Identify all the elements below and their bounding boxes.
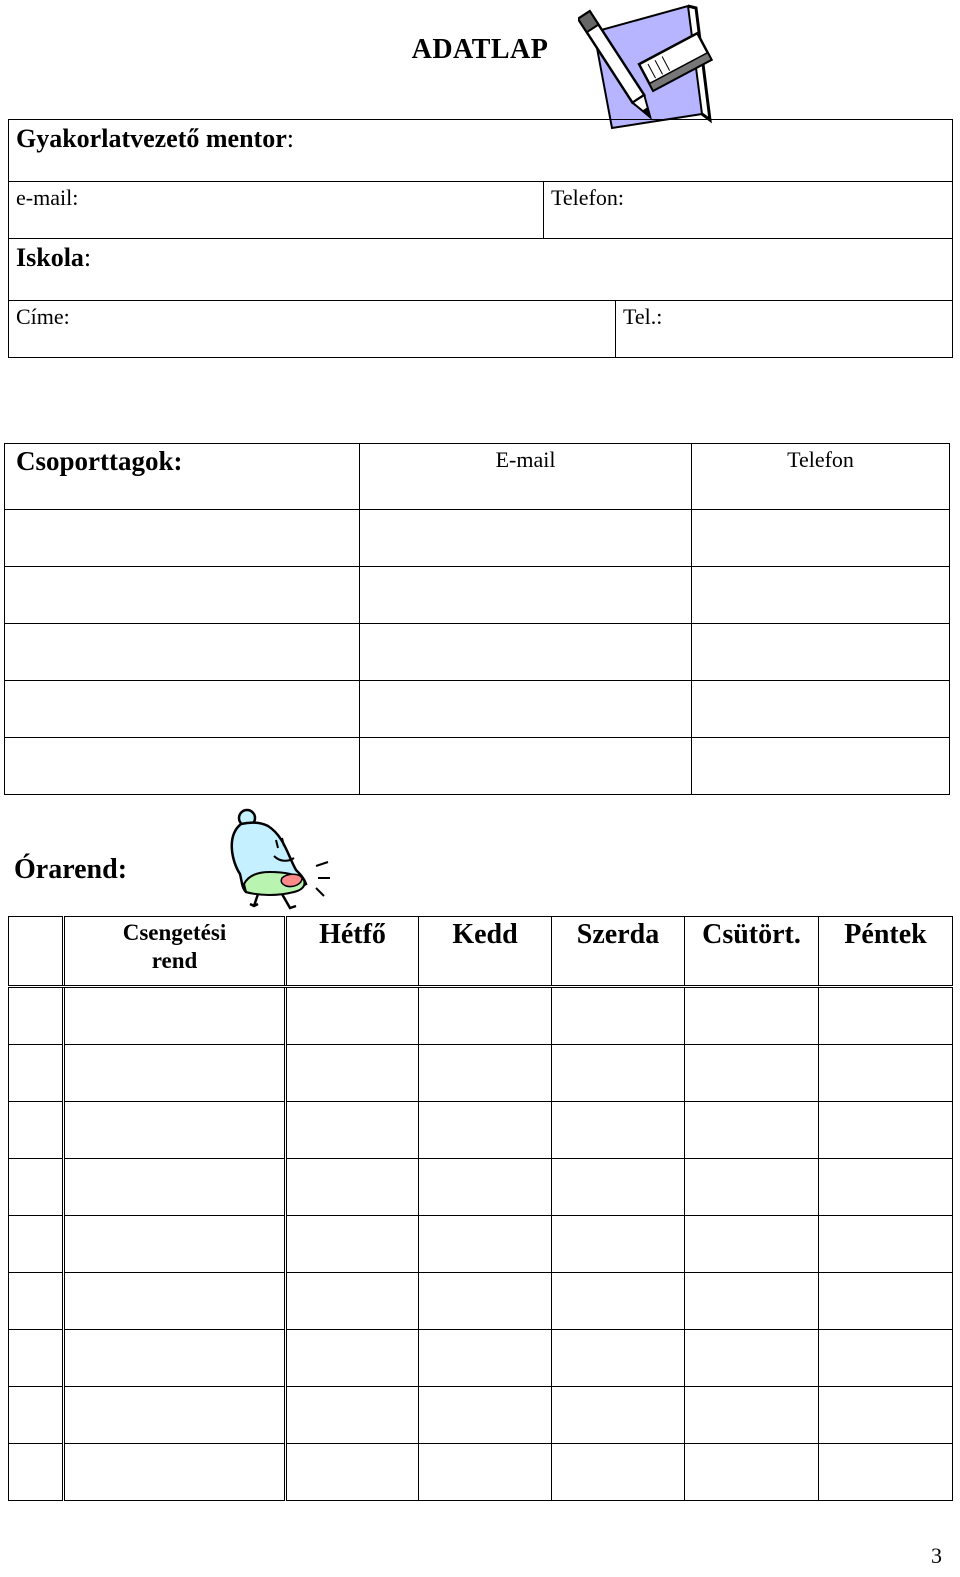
members-header: Csoporttagok: [5,444,360,510]
table-row [5,567,950,624]
schedule-cell[interactable] [419,1444,552,1501]
bell-time-cell[interactable] [64,1387,286,1444]
schedule-cell[interactable] [685,1102,819,1159]
lesson-number-cell[interactable] [9,1273,64,1330]
table-row [9,1273,953,1330]
schedule-cell[interactable] [685,1444,819,1501]
email-cell[interactable] [9,182,544,239]
table-row [9,1330,953,1387]
member-email-cell[interactable] [360,510,692,567]
tel-cell[interactable] [616,301,953,358]
lesson-number-cell[interactable] [9,1444,64,1501]
schedule-cell[interactable] [552,1216,685,1273]
schedule-cell[interactable] [552,1045,685,1102]
email-label: e-mail: [16,185,79,210]
bell-time-cell[interactable] [64,1159,286,1216]
member-email-cell[interactable] [360,738,692,795]
schedule-cell[interactable] [685,1045,819,1102]
schedule-cell[interactable] [819,1387,953,1444]
member-phone-cell[interactable] [692,510,950,567]
lesson-number-cell[interactable] [9,1159,64,1216]
schedule-cell[interactable] [419,1216,552,1273]
school-colon: : [83,243,92,272]
day-header-tuesday: Kedd [419,917,552,987]
table-row [5,681,950,738]
schedule-cell[interactable] [419,1102,552,1159]
member-name-cell[interactable] [5,681,360,738]
schedule-cell[interactable] [552,1102,685,1159]
page-number: 3 [931,1543,942,1568]
mentor-label: Gyakorlatvezető mentor [16,124,287,153]
bell-time-cell[interactable] [64,987,286,1045]
schedule-cell[interactable] [286,1387,419,1444]
day-header-monday: Hétfő [286,917,419,987]
schedule-cell[interactable] [552,1330,685,1387]
schedule-cell[interactable] [819,987,953,1045]
table-row [9,1159,953,1216]
schedule-cell[interactable] [419,1045,552,1102]
schedule-cell[interactable] [685,1159,819,1216]
lesson-number-cell[interactable] [9,1387,64,1444]
member-name-cell[interactable] [5,738,360,795]
member-phone-cell[interactable] [692,681,950,738]
phone-cell[interactable] [544,182,953,239]
lesson-number-cell[interactable] [9,1330,64,1387]
bell-character-icon [224,806,334,918]
lesson-number-cell[interactable] [9,987,64,1045]
schedule-cell[interactable] [552,1444,685,1501]
table-row [9,1444,953,1501]
phone-header: Telefon [692,444,950,510]
mentor-info-table [8,119,953,358]
schedule-cell[interactable] [685,987,819,1045]
schedule-cell[interactable] [552,987,685,1045]
schedule-cell[interactable] [552,1387,685,1444]
lesson-number-cell[interactable] [9,1102,64,1159]
schedule-cell[interactable] [685,1216,819,1273]
address-cell[interactable] [9,301,616,358]
schedule-cell[interactable] [286,1216,419,1273]
schedule-cell[interactable] [286,1102,419,1159]
lesson-number-cell[interactable] [9,1045,64,1102]
schedule-cell[interactable] [419,1387,552,1444]
schedule-cell[interactable] [819,1216,953,1273]
member-phone-cell[interactable] [692,624,950,681]
lesson-number-header [9,917,64,987]
schedule-cell[interactable] [286,1273,419,1330]
mentor-colon: : [286,124,294,153]
member-email-cell[interactable] [360,681,692,738]
bell-time-cell[interactable] [64,1444,286,1501]
bell-time-cell[interactable] [64,1216,286,1273]
day-header-friday: Péntek [819,917,953,987]
table-row [5,738,950,795]
school-cell[interactable] [9,239,953,301]
mentor-cell[interactable] [9,120,953,182]
group-members-table [4,443,950,795]
bell-time-cell[interactable] [64,1273,286,1330]
member-name-cell[interactable] [5,567,360,624]
schedule-cell[interactable] [286,1045,419,1102]
table-row [5,510,950,567]
schedule-cell[interactable] [286,987,419,1045]
schedule-cell[interactable] [552,1159,685,1216]
schedule-cell[interactable] [552,1273,685,1330]
lesson-number-cell[interactable] [9,1216,64,1273]
member-email-cell[interactable] [360,624,692,681]
schedule-cell[interactable] [286,1330,419,1387]
member-phone-cell[interactable] [692,567,950,624]
schedule-cell[interactable] [819,1159,953,1216]
tel-label: Tel.: [623,304,663,329]
school-label: Iskola [16,243,84,272]
schedule-cell[interactable] [819,1102,953,1159]
schedule-cell[interactable] [819,1330,953,1387]
schedule-cell[interactable] [419,1330,552,1387]
bell-header-line2: rend [151,948,198,973]
member-email-cell[interactable] [360,567,692,624]
bell-time-cell[interactable] [64,1330,286,1387]
schedule-cell[interactable] [419,987,552,1045]
address-label: Címe: [16,304,70,329]
member-name-cell[interactable] [5,624,360,681]
schedule-table [8,916,953,1501]
page-title: ADATLAP [411,34,549,65]
schedule-title: Órarend: [14,854,128,885]
table-row [5,624,950,681]
bell-time-cell[interactable] [64,1102,286,1159]
schedule-cell[interactable] [419,1273,552,1330]
bell-header-line1: Csengetési [122,920,227,945]
email-header: E-mail [360,444,692,510]
day-header-thursday: Csütört. [685,917,819,987]
day-header-wednesday: Szerda [552,917,685,987]
bell-schedule-header [64,917,286,987]
table-row [9,987,953,1045]
bell-time-cell[interactable] [64,1045,286,1102]
table-row [9,1387,953,1444]
member-name-cell[interactable] [5,510,360,567]
phone-label: Telefon: [551,185,624,210]
schedule-cell[interactable] [819,1444,953,1501]
member-phone-cell[interactable] [692,738,950,795]
table-row [9,1216,953,1273]
schedule-cell[interactable] [685,1273,819,1330]
table-row [9,1102,953,1159]
schedule-cell[interactable] [286,1159,419,1216]
schedule-cell[interactable] [685,1330,819,1387]
pencil-eraser-icon [578,2,718,134]
schedule-cell[interactable] [286,1444,419,1501]
schedule-cell[interactable] [419,1159,552,1216]
schedule-cell[interactable] [819,1273,953,1330]
schedule-cell[interactable] [819,1045,953,1102]
table-row [9,1045,953,1102]
schedule-cell[interactable] [685,1387,819,1444]
